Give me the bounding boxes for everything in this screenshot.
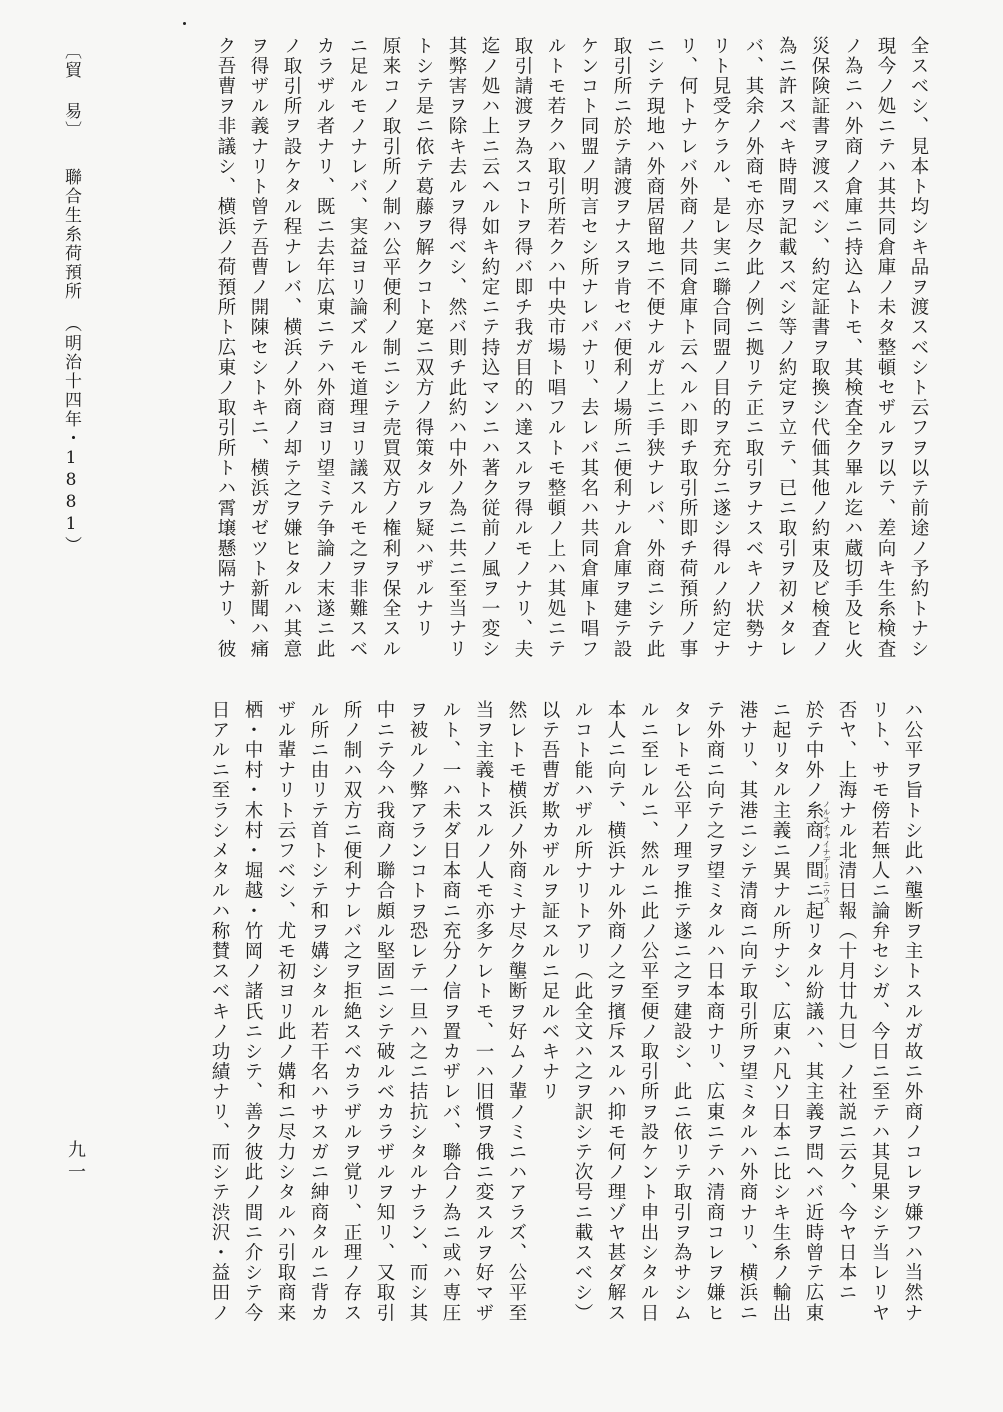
text-column: ルト、一ハ未ダ日本商ニ充分ノ信ヲ置カザレバ、聯合ノ為ニ或ハ専圧	[440, 700, 461, 1324]
text-column: 日アルニ至ラシメタルハ称賛スベキノ功績ナリ、而シテ渋沢・益田ノ	[209, 700, 230, 1324]
page-number: 九一	[65, 1140, 86, 1184]
text-column: 当ヲ主義トスルノ人モ亦多ケレトモ、一ハ旧慣ヲ俄ニ変スルヲ好マザ	[473, 700, 494, 1324]
text-column: ルトモ若クハ取引所若クハ中央市場ト唱フルトモ整頓ノ上ハ其処ニテ	[545, 36, 566, 660]
text-column: 港ナリ、其港ニシテ清商ニ向テ取引所ヲ望ミタルハ外商ナリ、横浜ニ	[737, 700, 758, 1324]
text-column: 原来コノ取引所ノ制ハ公平便利ノ制ニシテ売買双方ノ権利ヲ保全スル	[380, 36, 401, 660]
text-column: カラザル者ナリ、既ニ去年広東ニテハ外商ヨリ望ミテ争論ノ末遂ニ此	[314, 36, 335, 660]
text-column: 於テ中外ノ糸商ノ間ニ起リタル紛議ハ、其主義ヲ問ヘバ近時曾テ広東	[803, 700, 824, 1324]
text-column: バ、其余ノ外商モ亦尽ク此ノ例ニ拠リテ正ニ取引ヲナスベキノ状勢ナ	[743, 36, 764, 660]
text-column: ヲ得ザル義ナリト曾テ吾曹ノ開陳セシトキニ、横浜ガゼツト新聞ハ痛	[248, 36, 269, 660]
text-column: 現今ノ処ニテハ其共同倉庫ノ未タ整頓セザルヲ以テ、差向キ生糸検査	[875, 36, 896, 660]
text-column: 栖・中村・木村・堀越・竹岡ノ諸氏ニシテ、善ク彼此ノ間ニ介シテ今	[242, 700, 263, 1324]
text-column: ザル輩ナリト云フベシ、尤モ初ヨリ此ノ媾和ニ尽力シタルハ引取商来	[275, 700, 296, 1324]
text-column: ケンコト同盟ノ明言セシ所ナレバナリ、去レバ其名ハ共同倉庫ト唱フ	[578, 36, 599, 660]
text-column: ノ為ニハ外商ノ倉庫ニ持込ムトモ、其検査全ク畢ル迄ハ蔵切手及ヒ火	[842, 36, 863, 660]
text-column: ル所ニ由リテ首トシテ和ヲ媾シタル若干名ハサスガニ紳商タルニ背カ	[308, 700, 329, 1324]
text-column: ヲ被ルノ弊アランコトヲ恐レテ一旦ハ之ニ拮抗シタルナラン、而シ其	[407, 700, 428, 1324]
furigana-gloss	[821, 800, 831, 904]
text-column: 取引請渡ヲ為スコトヲ得バ即チ我ガ目的ハ達スルヲ得ルモノナリ、夫	[512, 36, 533, 660]
text-column: 其弊害ヲ除キ去ルヲ得ベシ、然バ則チ此約ハ中外ノ為ニ共ニ至当ナリ	[446, 36, 467, 660]
text-column: 取引所ニ於テ請渡ヲナスヲ肯セバ便利ノ場所ニ便利ナル倉庫ヲ建テ設	[611, 36, 632, 660]
text-column: 以テ吾曹ガ欺カザルヲ証スルニ足ルベキナリ	[539, 700, 560, 1102]
text-column: リ、何トナレバ外商ノ共同倉庫ト云ヘルハ即チ取引所即チ荷預所ノ事	[677, 36, 698, 660]
text-column: 全スベシ、見本ト均シキ品ヲ渡スベシト云フヲ以テ前途ノ予約トナシ	[908, 36, 929, 660]
text-column: 為ニ許スベキ時間ヲ記載スベシ等ノ約定ヲ立テ、已ニ取引ヲ初メタレ	[776, 36, 797, 660]
ink-mark	[183, 22, 186, 25]
text-column: 中ニテ今ハ我商ノ聯合頗ル堅固ニシテ破ルベカラザルヲ知リ、又取引	[374, 700, 395, 1324]
text-column: リト、サモ傍若無人ニ論弁セシガ、今日ニ至テハ其見果シテ当レリヤ	[869, 700, 890, 1324]
text-column: テ外商ニ向テ之ヲ望ミタルハ日本商ナリ、広東ニテハ清商コレヲ嫌ヒ	[704, 700, 725, 1324]
text-column: 否ヤ、上海ナル北清日報（十月廿九日）ノ社説ニ云ク、今ヤ日本ニ	[836, 700, 857, 1303]
text-column: ク吾曹ヲ非議シ、横浜ノ荷預所ト広東ノ取引所トハ霄壌懸隔ナリ、彼	[215, 36, 236, 660]
running-head	[56, 42, 86, 662]
text-column: 災保険証書ヲ渡スベシ、約定証書ヲ取換シ代価其他ノ約束及ビ検査ノ	[809, 36, 830, 660]
upper-text-block	[209, 36, 935, 660]
lower-text-block	[203, 700, 929, 1340]
text-column: 本人ニ向テ、横浜ナル外商ノ之ヲ擯斥スルハ抑モ何ノ理ゾヤ甚ダ解ス	[605, 700, 626, 1324]
text-column: トシテ是ニ依テ葛藤ヲ解クコト寔ニ双方ノ得策タルヲ疑ハザルナリ	[413, 36, 434, 639]
text-column: タレトモ公平ノ理ヲ推テ遂ニ之ヲ建設シ、此ニ依リテ取引ヲ為サシム	[671, 700, 692, 1324]
text-column: ニシテ現地ハ外商居留地ニ不便ナルガ上ニ手狭ナレバ、外商ニシテ此	[644, 36, 665, 660]
text-column: ニ起リタル主義ニ異ナル所ナシ、広東ハ凡ソ日本ニ比シキ生糸ノ輸出	[770, 700, 791, 1324]
text-column: ハ公平ヲ旨トシ此ハ壟断ヲ主トスルガ故ニ外商ノコレヲ嫌フハ当然ナ	[902, 700, 923, 1324]
text-column: ルコト能ハザル所ナリトアリ（此全文ハ之ヲ訳シテ次号ニ載スベシ）	[572, 700, 593, 1324]
running-head-category: 〔貿 易〕	[61, 42, 81, 140]
text-column: 然レトモ横浜ノ外商ミナ尽ク壟断ヲ好ムノ輩ノミニハアラズ、公平至	[506, 700, 527, 1324]
running-head-title: 聯合生糸荷預所	[61, 168, 81, 301]
text-column: ノ取引所ヲ設ケタル程ナレバ、横浜ノ外商ノ却テ之ヲ嫌ヒタルハ其意	[281, 36, 302, 660]
text-column: 迄ノ処ハ上ニ云ヘル如キ約定ニテ持込マンニハ著ク従前ノ風ヲ一変シ	[479, 36, 500, 660]
text-column: リト見受ケラル、是レ実ニ聯合同盟ノ目的ヲ充分ニ遂シ得ルノ約定ナ	[710, 36, 731, 660]
text-column: 所ノ制ハ双方ニ便利ナレバ之ヲ拒絶スベカラザルヲ覚リ、正理ノ存ス	[341, 700, 362, 1324]
text-column: ルニ至レルニ、然ルニ此ノ公平至便ノ取引所ヲ設ケント申出シタル日	[638, 700, 659, 1324]
running-head-period: （明治十四年・1881）	[61, 315, 81, 555]
text-column: ニ足ルモノナレバ、実益ヨリ論ズルモ道理ヨリ議スルモ之ヲ非難スベ	[347, 36, 368, 660]
furigana-text: ノルスチャイナデーリニウス	[822, 800, 831, 904]
